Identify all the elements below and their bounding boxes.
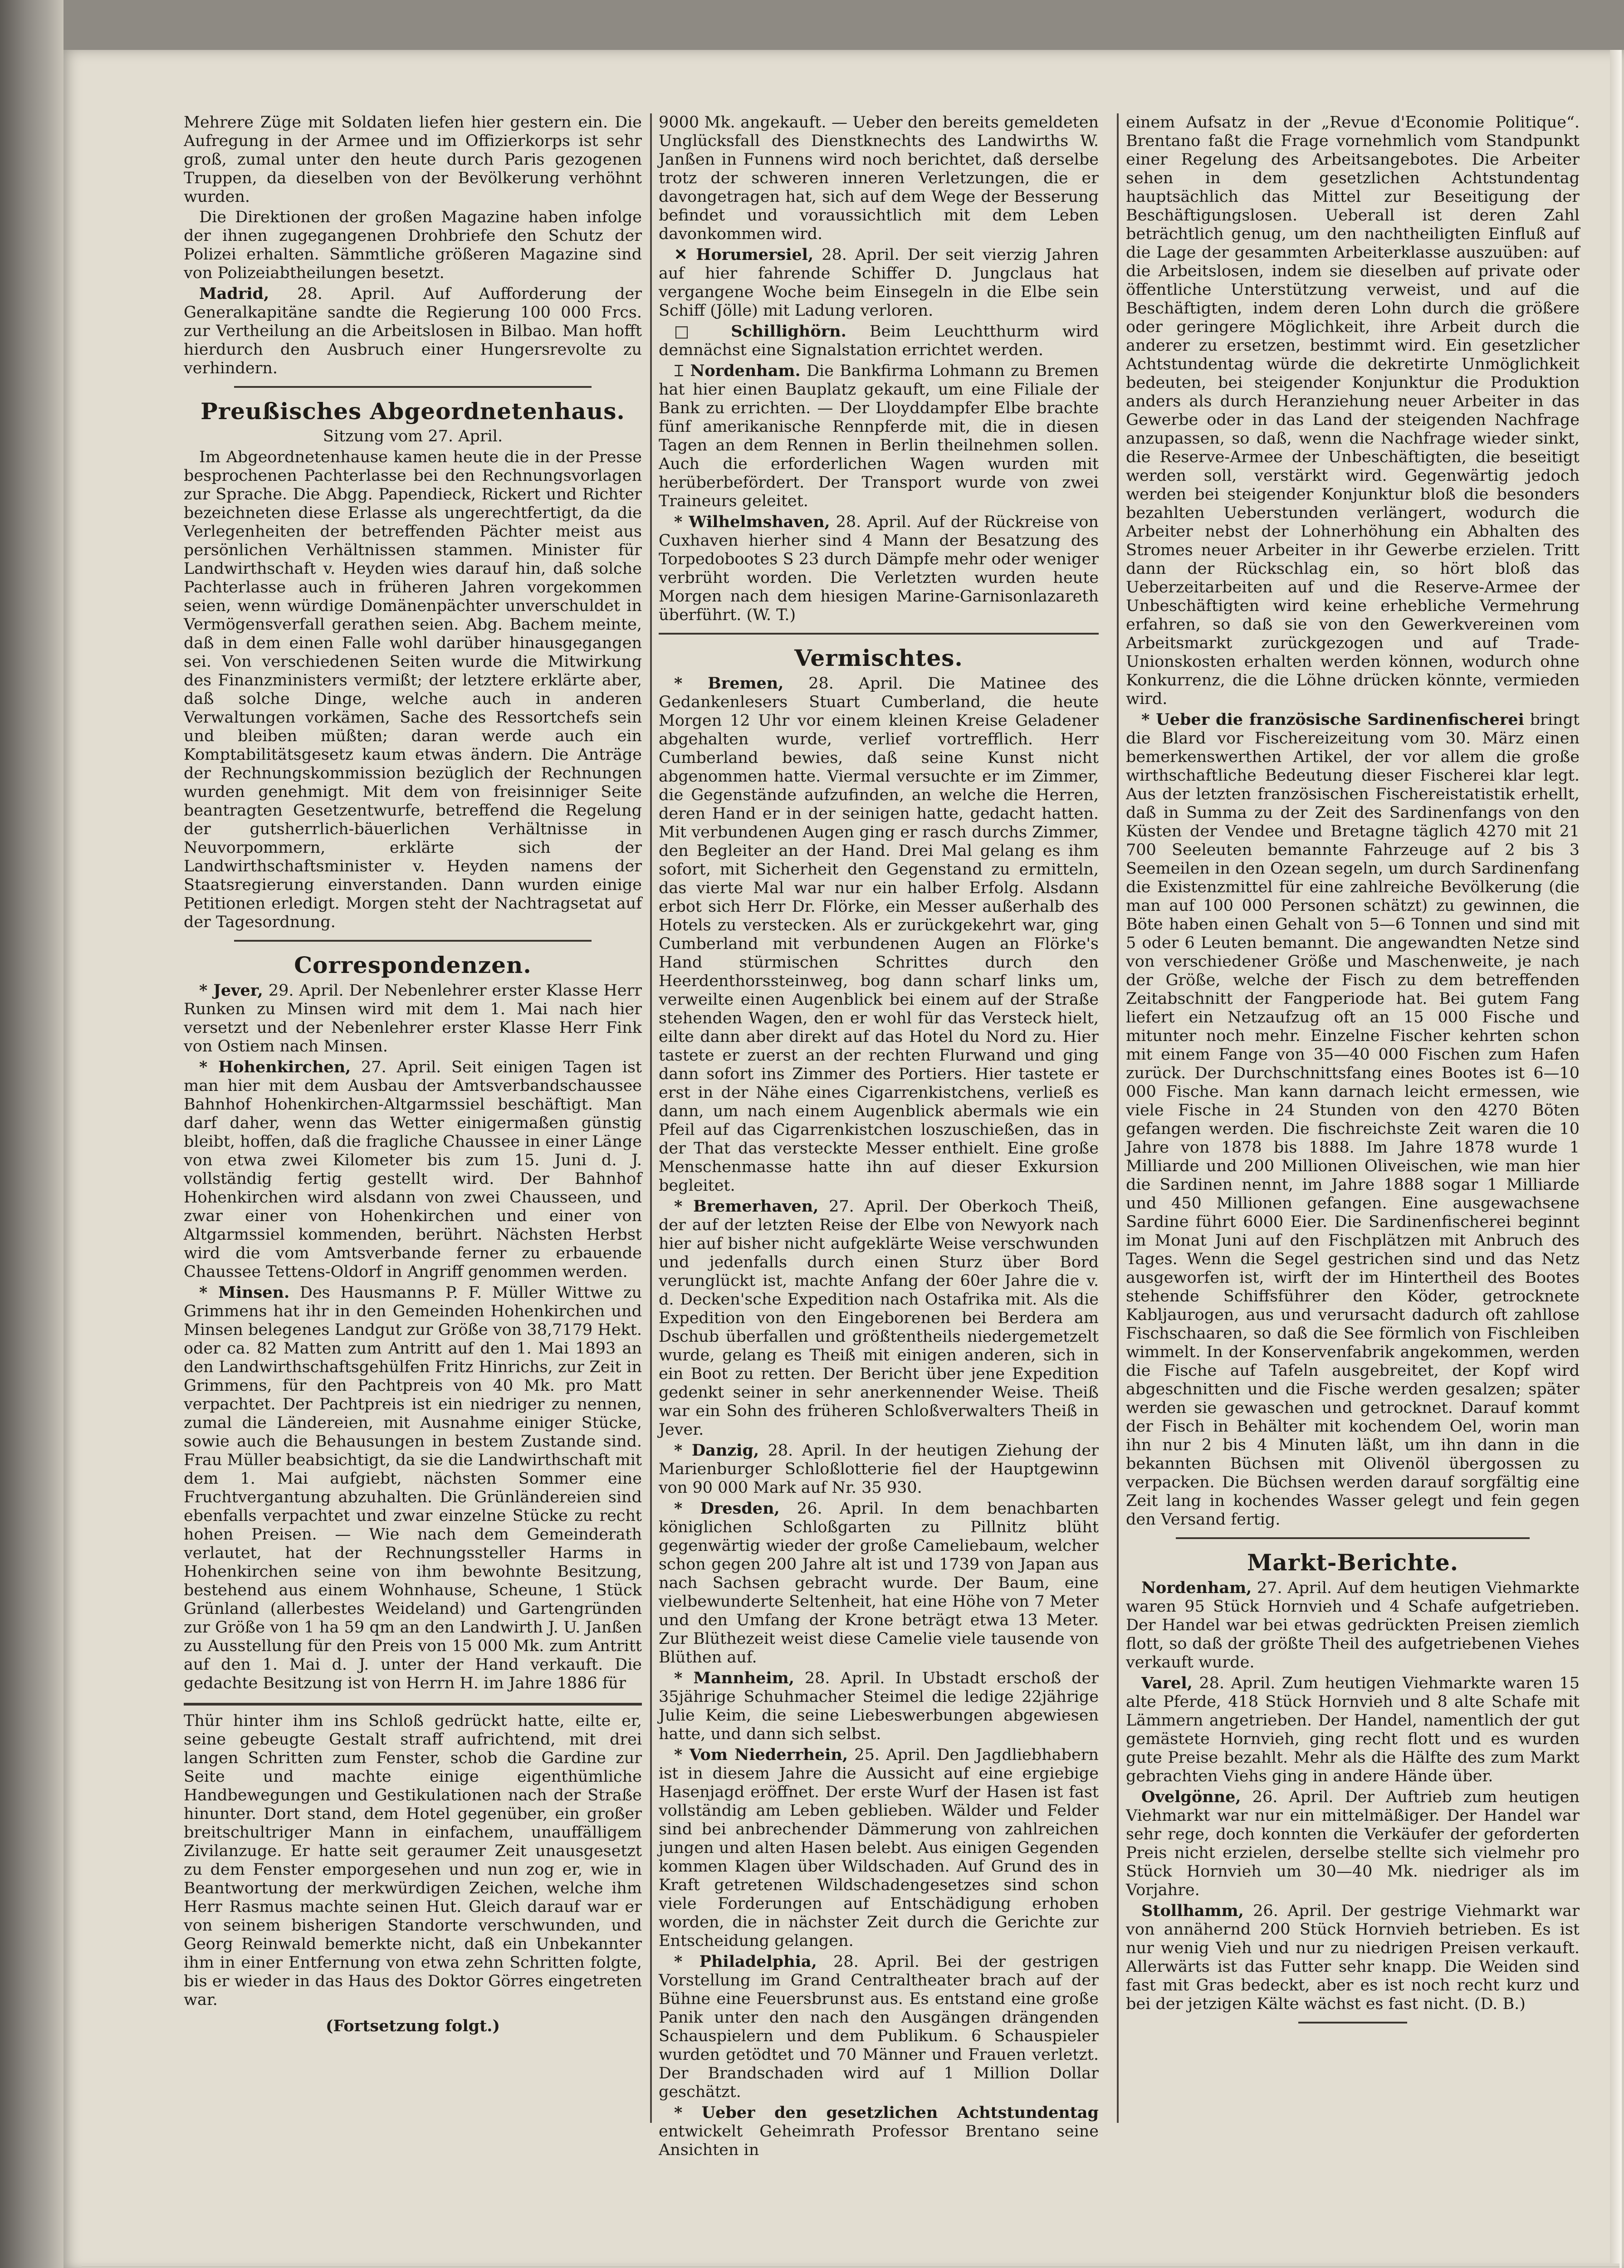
- section-heading: Correspondenzen.: [294, 952, 532, 978]
- paragraph-text: Beim Leuchtthurm wird demnächst eine Signalstation errichtet werden.: [659, 323, 1099, 359]
- section-divider: [234, 940, 592, 942]
- dateline: * Dresden,: [674, 1499, 780, 1518]
- dateline: Ovelgönne,: [1141, 1788, 1241, 1806]
- section-heading: Preußisches Abgeordnetenhaus.: [201, 398, 625, 425]
- section-heading: Markt-Berichte.: [1247, 1549, 1459, 1576]
- news-item: [659, 674, 1099, 1195]
- paragraph-text: bringt die Blard vor Fischereizeitung vom 30. März einen bemerkenswerthen Artikel, der vor allem die große wirthschaftliche Bedeutung dieser Fischerei klar legt. Aus der letzten französischen Fischereistatistik erhellt, daß in Summa zu der Zeit des Sardinenfangs von den Küsten der Vendee und Bretagne täglich 4270 mit 21 700 Seeleuten bemannte Fahrzeuge auf 2 bis 3 Seemeilen in den Ozean segeln, um durch Sardinenfang die Existenzmittel für eine zahlreiche Bevölkerung (die man auf 100 000 Personen schätzt) zu gewinnen, die Böte haben einen Gehalt von 5—6 Tonnen und sind mit 5 oder 6 Leuten bemannt. Die angewandten Netze sind von verschiedener Größe und Maschenweite, je nach der Größe, welche der Fisch zu dem betreffenden Zeitabschnitt der Fangperiode hat. Bei gutem Fang liefert ein Netzaufzug oft an 15 000 Fische und mitunter noch mehr. Einzelne Fischer kehrten schon mit einem Fange von 35—40 000 Fischen zum Hafen zurück. Der Durchschnittsfang eines Bootes ist 6—10 000 Fische. Man kann darnach leicht ermessen, wie viele Fische in 24 Stunden von den 4270 Böten gefangen werden. Die fischreichste Zeit waren die 10 Jahre von 1878 bis 1888. Im Jahre 1878 wurde 1 Milliarde und 200 Millionen Oliveischen, wie man hier die Sardinen nennt, im Jahre 1888 sogar 1 Milliarde und 450 Millionen gefangen. Eine ausgewachsene Sardine führt 6000 Eier. Die Sardinenfischerei beginnt im Monat Juni auf den Fischplätzen mit Anbruch des Tages. Wenn die Segel gestrichen sind und das Netz ausgeworfen ist, wirft der im Hintertheil des Bootes stehende Schiffsführer den Köder, getrocknete Kabljaurogen, aus und verursacht dadurch oft zahllose Fischschaaren, so daß die See förmlich von Fischleiben wimmelt. In der Konservenfabrik angekommen, werden die Fische auf Tafeln ausgebreitet, der Kopf wird abgeschnitten und die Fische werden gesalzen; später werden sie gewaschen und getrocknet. Darauf kommt der Fisch in Behälter mit kochendem Oel, worin man ihn nur 2 bis 4 Minuten läßt, um ihn dann in die bekannten Büchsen mit Olivenöl übergossen zu verpacken. Die Büchsen werden darauf sorgfältig eine Zeit lang in kochendes Wasser gelegt und fein gegen den Versand fertig.: [1126, 711, 1580, 1529]
- paragraph-text: Thür hinter ihm ins Schloß gedrückt hatte, eilte er, seine gebeugte Gestalt straff aufrichtend, mit drei langen Schritten zum Fenster, schob die Gardine zur Seite und machte einige eigenthümliche Handbewegungen und Gestikulationen nach der Straße hinunter. Dort stand, dem Hotel gegenüber, ein großer breitschultriger Mann in einfachem, unauffälligem Zivilanzuge. Er hatte seit geraumer Zeit unausgesetzt zu dem Fenster emporgesehen und nun zog er, wie in Beantwortung der merkwürdigen Zeichen, welche ihm Herr Rasmus machte seinen Hut. Gleich darauf war er von seinem bisherigen Standorte verschwunden, und Georg Reinwald bemerkte nicht, daß ein Unbekannter ihm in einer Entfernung von etwa zehn Schritten folgte, bis er wieder in das Haus des Doktor Görres eingetreten war.: [184, 1712, 642, 2009]
- section-subheading: Sitzung vom 27. April.: [323, 427, 503, 445]
- continuation-note: (Fortsetzung folgt.): [325, 2017, 500, 2035]
- news-item: [1126, 1788, 1580, 1900]
- dateline: Madrid,: [199, 284, 269, 303]
- dateline: * Danzig,: [674, 1441, 759, 1460]
- paragraph-text: 26. April. In dem benachbarten königlichen Schloßgarten zu Pillnitz blüht gegenwärtig wieder der große Cameliebaum, welcher schon gegen 200 Jahre alt ist und 1739 von Japan aus nach Sachsen gebracht wurde. Der Baum, eine vielbewunderte Seltenheit, hat eine Höhe von 7 Meter und den Umfang der Krone beträgt etwa 13 Meter. Zur Blüthezeit weist diese Camelie viele tausende von Blüthen auf.: [659, 1500, 1099, 1667]
- news-item: [659, 322, 1099, 360]
- section-divider-double: [184, 1703, 642, 1706]
- news-item: [1126, 1674, 1580, 1786]
- dateline: * Ueber den gesetzlichen Achtstundentag: [674, 2103, 1099, 2122]
- dateline: ⌶ Nordenham.: [674, 362, 801, 380]
- paragraph-text: 27. April. Auf dem heutigen Viehmarkte waren 95 Stück Hornvieh und 4 Schafe aufgetrieben. Der Handel war bei etwas gedrückten Preisen ziemlich flott, so daß der größte Theil des aufgetriebenen Viehes verkauft wurde.: [1126, 1579, 1580, 1672]
- column-right: [1126, 113, 1580, 2118]
- news-item: [184, 981, 642, 1056]
- paragraph-text: Mehrere Züge mit Soldaten liefen hier gestern ein. Die Aufregung in der Armee und im Offizierkorps ist sehr groß, zumal unter den heute durch Paris gezogenen Truppen, da dieselben von der Bevölkerung verhöhnt wurden.: [184, 113, 642, 206]
- dateline: * Bremerhaven,: [674, 1197, 819, 1216]
- article-paragraph: [184, 448, 642, 932]
- paragraph-text: 26. April. Der gestrige Viehmarkt war von annähernd 200 Stück Hornvieh betrieben. Es ist nur wenig Vieh und nur zu niedrigen Preisen verkauft. Allerwärts ist das Futter sehr knapp. Die Weiden sind fast mit Gras bedeckt, aber es ist noch recht kurz und bei der jetzigen Kälte wächst es fast nicht. (D. B.): [1126, 1902, 1580, 2013]
- news-item: [1126, 710, 1580, 1529]
- news-item: [184, 284, 642, 378]
- news-item: [1126, 1579, 1580, 1672]
- paragraph-text: 27. April. Der Oberkoch Theiß, der auf der letzten Reise der Elbe von Newyork nach hier auf bisher nicht aufgeklärte Weise verschwunden und jedenfalls durch einen Sturz über Bord verunglückt ist, machte Anfang der 60er Jahre die v. d. Decken'sche Expedition nach Ostafrika mit. Als die Expedition von den Eingeborenen bei Berdera am Dschub überfallen und größtentheils niedergemetzelt wurde, gelang es Theiß mit einigen anderen, sich in ein Boot zu retten. Der Bericht über jene Expedition gedenkt seiner in sehr anerkennender Weise. Theiß war ein Sohn des früheren Schloßverwalters Theiß in Jever.: [659, 1198, 1099, 1439]
- news-item: [659, 1197, 1099, 1439]
- column-middle: [659, 113, 1099, 2159]
- news-item: [184, 1283, 642, 1693]
- paragraph-text: einem Aufsatz in der „Revue d'Economie Politique“. Brentano faßt die Frage vornehmlich vom Standpunkt einer Regelung des Arbeitsangebotes. Die Arbeiter sehen in dem gesetzlichen Achtstundentag hauptsächlich das Mittel zur Beseitigung der Beschäftigungslosen. Ueberall ist deren Zahl beträchtlich genug, um den nachtheiligten Einfluß auf die Lage der gesammten Arbeiterklasse auszuüben: auf die Arbeitslosen, indem sie dieselben auf private oder öffentliche Unterstützung verweist, und auf die Beschäftigten, indem deren Lohn durch die größere oder geringere Möglichkeit, ihre Arbeit durch die anderer zu ersetzen, bestimmt wird. Ein gesetzlicher Achtstundentag würde die dekretirte Unmöglichkeit bedeuten, bei steigender Konjunktur die Produktion anders als durch Heranziehung neuer Arbeiter in das Gewerbe oder in das Land der steigenden Nachfrage anzupassen, so daß, wenn die Nachfrage wieder sinkt, die Reserve-Armee der Unbeschäftigten, die beseitigt werden soll, verstärkt wird. Gegenwärtig jedoch werden bei steigender Konjunktur bloß die besonders bezahlten Ueberstunden verlängert, wodurch die Arbeiter nebst der Lohnerhöhung ein Abhalten des Stromes neuer Arbeiter in ihr Gewerbe erzielen. Tritt dann der Rückschlag ein, so hört bloß das Ueberzeitarbeiten auf und die Reserve-Armee der Unbeschäftigten wird keine erhebliche Vermehrung erfahren, so daß sie von den Gewerkvereinen vom Arbeitsmarkt zurückgezogen und auf Trade-Unionskosten erhalten werden können, wodurch ohne Konkurrenz, die die Löhne drücken könnte, vermieden wird.: [1126, 113, 1580, 708]
- dateline: * Mannheim,: [674, 1669, 794, 1687]
- section-divider: [234, 386, 592, 388]
- paragraph-text: Im Abgeordnetenhause kamen heute die in der Presse besprochenen Pachterlasse bei den Rechnungsvorlagen zur Sprache. Die Abgg. Papendieck, Rickert und Richter bezeichneten diese Erlasse als ungerechtfertigt, da die Verlegenheiten der betreffenden Pächter meist aus persönlichen Verhältnissen stammen. Minister für Landwirthschaft v. Heyden wies darauf hin, daß solche Pachterlasse auch in früheren Jahren vorgekommen seien, wenn würdige Domänenpächter unverschuldet in Vermögensverfall gerathen seien. Abg. Bachem meinte, daß in dem einen Falle wohl darüber hinausgegangen sei. Von verschiedenen Seiten wurde die Mitwirkung des Finanzministers vermißt; der letztere erklärte aber, daß solche Dinge, welche auch in anderen Verwaltungen vorkämen, Sache des Ressortchefs sein und bleiben müßten; daran werde auch ein Komptabilitätsgesetz kaum etwas ändern. Die Anträge der Rechnungskommission bezüglich der Rechnungen wurden genehmigt. Mit dem von freisinniger Seite beantragten Gesetzentwurfe, betreffend die Regelung der gutsherrlich-bäuerlichen Verhältnisse in Neuvorpommern, erklärte sich der Landwirthschaftsminister v. Heyden namens der Staatsregierung einverstanden. Dann wurden einige Petitionen erledigt. Morgen steht der Nachtragsetat auf der Tagesordnung.: [184, 448, 642, 931]
- dateline: Stollhamm,: [1141, 1901, 1244, 1920]
- article-paragraph: [659, 113, 1099, 244]
- dateline: * Ueber die französische Sardinenfischerei: [1141, 710, 1524, 729]
- column-divider: [1117, 113, 1119, 2123]
- paragraph-text: 26. April. Der Auftrieb zum heutigen Viehmarkt war nur ein mittelmäßiger. Der Handel war sehr rege, doch konnten die Verkäufer der geforderten Preis nicht erzielen, derselbe stellte sich vielmehr pro Stück Hornvieh um 30—40 Mk. niedriger als im Vorjahre.: [1126, 1788, 1580, 1899]
- paragraph-text: 28. April. Zum heutigen Viehmarkte waren 15 alte Pferde, 418 Stück Hornvieh und 8 alte Schafe mit Lämmern angetrieben. Der Handel, namentlich der gut gemästete Hornvieh, ging recht flott und es wurden gute Preise bezahlt. Mehr als die Hälfte des zum Markt gebrachten Viehs ging in andere Hände über.: [1126, 1674, 1580, 1785]
- dateline: * Vom Niederrhein,: [674, 1745, 848, 1764]
- dateline: * Minsen.: [199, 1283, 290, 1302]
- news-item: [1126, 1901, 1580, 2014]
- paragraph-text: 28. April. Auf der Rückreise von Cuxhaven hierher sind 4 Mann der Besatzung des Torpedobootes S 23 durch Dämpfe mehr oder weniger verbrüht worden. Die Verletzten wurden heute Morgen nach dem hiesigen Marine-Garnisonlazareth überführt. (W. T.): [659, 513, 1099, 624]
- column-divider: [650, 113, 652, 2123]
- section-heading: Vermischtes.: [794, 645, 963, 671]
- dateline: Varel,: [1141, 1674, 1193, 1692]
- paragraph-text: 29. April. Der Nebenlehrer erster Klasse Herr Runken zu Minsen wird mit dem 1. Mai nach hier versetzt und der Nebenlehrer erster Klasse Herr Fink von Ostiem nach Minsen.: [184, 982, 642, 1056]
- paragraph-text: 28. April. In Ubstadt erschoß der 35jährige Schuhmacher Steimel die ledige 22jährige Julie Keim, die seine Liebeswerbungen abgewiesen hatte, und dann sich selbst.: [659, 1669, 1099, 1743]
- book-binding: [0, 0, 64, 2268]
- section-divider: [1176, 1537, 1530, 1539]
- dateline: * Jever,: [199, 981, 263, 1000]
- paragraph-text: entwickelt Geheimrath Professor Brentano seine Ansichten in: [659, 2122, 1099, 2159]
- news-item: [659, 1952, 1099, 2102]
- dateline: ✕ Horumersiel,: [674, 245, 814, 264]
- page-stack-edge: [82, 2263, 1619, 2268]
- news-item: [659, 1499, 1099, 1667]
- article-paragraph: [184, 1712, 642, 2009]
- article-paragraph: [1126, 113, 1580, 709]
- paragraph-text: 25. April. Den Jagdliebhabern ist in diesem Jahre die Aussicht auf eine ergiebige Hasenjagd eröffnet. Der erste Wurf der Hasen ist fast vollständig am Leben geblieben. Wälder und Felder sind bei anbrechender Dämmerung von zahlreichen jungen und alten Hasen belebt. Aus einigen Gegenden kommen Klagen über Wildschaden. Auf Grund des in Kraft getretenen Wildschadengesetzes sind schon viele Forderungen auf Entschädigung erhoben worden, die in nächster Zeit durch die Gerichte zur Entscheidung gelangen.: [659, 1746, 1099, 1950]
- news-item: [659, 1441, 1099, 1497]
- paragraph-text: Die Direktionen der großen Magazine haben infolge der ihnen zugegangenen Drohbriefe den Schutz der Polizei erhalten. Sämmtliche größeren Magazine sind von Polizeiabtheilungen besetzt.: [184, 208, 642, 282]
- news-item: [659, 362, 1099, 511]
- paragraph-text: 28. April. In der heutigen Ziehung der Marienburger Schloßlotterie fiel der Hauptgewinn von 90 000 Mark auf Nr. 35 930.: [659, 1442, 1099, 1497]
- news-item: [659, 513, 1099, 625]
- news-item: [659, 1745, 1099, 1950]
- section-divider: [1298, 2022, 1407, 2024]
- column-left: [184, 113, 642, 2118]
- dateline: □ Schillighörn.: [674, 322, 846, 341]
- dateline: * Philadelphia,: [674, 1952, 817, 1971]
- paragraph-text: 27. April. Seit einigen Tagen ist man hier mit dem Ausbau der Amtsverbandschaussee Bahnhof Hohenkirchen-Altgarmssiel beschäftigt. Man darf daher, wenn das Wetter einigermaßen günstig bleibt, hoffen, daß die fragliche Chaussee in einer Länge von etwa zwei Kilometer bis zum 15. Juni d. J. vollständig fertig gestellt wird. Der Bahnhof Hohenkirchen wird alsdann von zwei Chausseen, und zwar einer von Hohenkirchen und einer von Altgarmssiel kommenden, berührt. Nächsten Herbst wird die vom Amtsverbande ferner zu erbauende Chaussee Tettens-Oldorf in Angriff genommen werden.: [184, 1058, 642, 1281]
- paragraph-text: 28. April. Bei der gestrigen Vorstellung im Grand Centraltheater brach auf der Bühne eine Feuersbrunst aus. Es entstand eine große Panik unter den nach den Ausgängen drängenden Schauspielern und dem Publikum. 6 Schauspieler wurden getödtet und 70 Männer und Frauen verletzt. Der Brandschaden wird auf 1 Million Dollar geschätzt.: [659, 1953, 1099, 2101]
- news-item: [184, 1058, 642, 1281]
- paragraph-text: 9000 Mk. angekauft. — Ueber den bereits gemeldeten Unglücksfall des Dienstknechts des Landwirths W. Janßen in Funnens wird noch berichtet, daß derselbe trotz der schweren inneren Verletzungen, die er davongetragen hat, sich auf dem Wege der Besserung befindet und voraussichtlich mit dem Leben davonkommen wird.: [659, 113, 1099, 243]
- news-item: [659, 245, 1099, 320]
- paragraph-text: 28. April. Die Matinee des Gedankenlesers Stuart Cumberland, die heute Morgen 12 Uhr vor einem kleinen Kreise Geladener abgehalten wurde, verlief vortrefflich. Herr Cumberland bewies, daß seine Kunst nicht abgenommen hatte. Viermal versuchte er im Zimmer, die Gegenstände aufzufinden, an welche die Herren, deren Hand er in der seinigen hatte, gedacht hatten. Mit verbundenen Augen ging er rasch durchs Zimmer, den Begleiter an der Hand. Drei Mal gelang es ihm sofort, mit Sicherheit den Gegenstand zu ermitteln, das vierte Mal war nur ein halber Erfolg. Alsdann erbot sich Herr Dr. Flörke, ein Messer außerhalb des Hotels zu verstecken. Als er zurückgekehrt war, ging Cumberland mit verbundenen Augen an Flörke's Hand stürmischen Schrittes durch den Heerdenthorssteinweg, bog dann scharf links um, verweilte einen Augenblick bei einem auf der Straße stehenden Wagen, den er wohl für das Versteck hielt, eilte dann aber direkt auf das Hotel du Nord zu. Hier tastete er zuerst an der rechten Flurwand und ging dann sofort ins Zimmer des Portiers. Hier tastete er erst in der Nähe eines Cigarrenkistchens, verließ es dann, um nach einem Augenblick abermals wie ein Pfeil auf das Cigarrenkistchen loszuschießen, das in der That das versteckte Messer enthielt. Eine große Menschenmasse hatte ihn auf dieser Exkursion begleitet.: [659, 675, 1099, 1195]
- page-edge: [1610, 50, 1622, 2268]
- paragraph-text: 28. April. Auf Aufforderung der Generalkapitäne sandte die Regierung 100 000 Frcs. zur Vertheilung an die Arbeitslosen in Bilbao. Man hofft hierdurch den Ausbruch einer Hungersrevolte zu verhindern.: [184, 285, 642, 377]
- dateline: * Wilhelmshaven,: [674, 513, 830, 531]
- paragraph-text: Des Hausmanns P. F. Müller Wittwe zu Grimmens hat ihr in den Gemeinden Hohenkirchen und Minsen belegenes Landgut zur Größe von 38,7179 Hekt. oder ca. 82 Matten zum Antritt auf den 1. Mai 1893 an den Landwirthschaftsgehülfen Fritz Hinrichs, zur Zeit in Grimmens, für den Pachtpreis von 40 Mk. pro Matt verpachtet. Der Pachtpreis ist ein niedriger zu nennen, zumal die Ländereien, mit Ausnahme einiger Stücke, sowie auch die Behausungen in bestem Zustande sind. Frau Müller beabsichtigt, da sie die Landwirthschaft mit dem 1. Mai aufgiebt, nächsten Sommer eine Fruchtvergantung abzuhalten. Die Grünländereien sind ebenfalls verpachtet und zwar einzelne Stücke zu recht hohen Preisen. — Wie nach dem Gemeinderath verlautet, hat der Rechnungssteller Harms in Hohenkirchen seine von ihm bewohnte Besitzung, bestehend aus einem Wohnhause, Scheune, 1 Stück Grünland (allerbestes Weideland) und Gartengründen zur Größe von 1 ha 59 qm an den Landwirth J. U. Janßen zu Ausstellung für den Preis von 15 000 Mk. zum Antritt auf den 1. Mai d. J. unter der Hand verkauft. Die gedachte Besitzung ist von Herrn H. im Jahre 1886 für: [184, 1284, 642, 1692]
- news-item: [659, 2103, 1099, 2160]
- article-paragraph: [184, 113, 642, 206]
- article-paragraph: [184, 208, 642, 283]
- dateline: Nordenham,: [1141, 1579, 1252, 1597]
- dateline: * Hohenkirchen,: [199, 1058, 351, 1076]
- section-divider: [659, 633, 1099, 635]
- dateline: * Bremen,: [674, 674, 784, 693]
- paragraph-text: 28. April. Der seit vierzig Jahren auf hier fahrende Schiffer D. Jungclaus hat vergangene Woche beim Einsegeln in die Elbe sein Schiff (Jölle) mit Ladung verloren.: [659, 246, 1099, 320]
- paragraph-text: Die Bankfirma Lohmann zu Bremen hat hier einen Bauplatz gekauft, um eine Filiale der Bank zu errichten. — Der Lloyddampfer Elbe brachte fünf amerikanische Rennpferde mit, die in diesen Tagen an dem Rennen in Berlin theilnehmen sollen. Auch die erforderlichen Wagen wurden mit herüberbefördert. Der Transport wurde von zwei Traineurs geleitet.: [659, 362, 1099, 510]
- news-item: [659, 1669, 1099, 1744]
